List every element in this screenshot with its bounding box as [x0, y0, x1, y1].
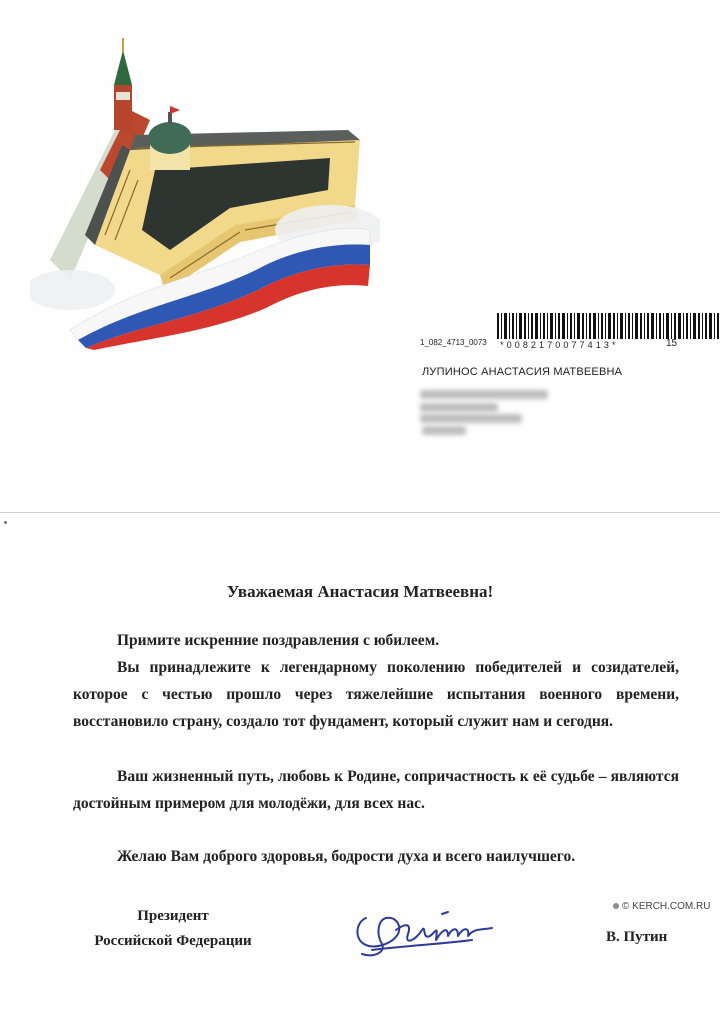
blurred-address [418, 380, 558, 440]
barcode-left-code: 1_082_4713_0073 [420, 338, 487, 347]
blurred-line [420, 390, 548, 399]
watermark-dot-icon [613, 903, 619, 909]
blurred-line [422, 426, 466, 435]
barcode-icon [497, 313, 720, 339]
salutation: Уважаемая Анастасия Матвеевна! [226, 582, 494, 601]
letter-paragraph: Желаю Вам доброго здоровья, бодрости духа и всего наилучшего. [117, 848, 576, 865]
signature-title-line: Российской Федерации [94, 933, 252, 949]
watermark-text: © KERCH.COM.RU [622, 901, 711, 912]
letter-paragraph: Примите искренние поздравления с юбилеем. [117, 632, 440, 649]
barcode-digits: *0082170077413* [500, 340, 619, 350]
blurred-line [420, 403, 498, 412]
signature-title [68, 904, 278, 954]
barcode-suffix: 15 [666, 338, 678, 349]
barcode-block [420, 313, 700, 353]
handwritten-signature-icon [352, 900, 502, 964]
signature-name: В. Путин [606, 929, 668, 945]
kremlin-senate-illustration-icon [30, 30, 380, 350]
letter-paragraph: Вы принадлежите к легендарному поколению победителей и созидателей, которое с честью прошло через тяжелейшие испытания военного времени, восстановило страну, создало тот фундамент, который служит нам и сегодня. [73, 659, 679, 730]
signature-title-line: Президент [137, 908, 209, 924]
kremlin-illustration [30, 30, 380, 350]
fold-line [0, 512, 720, 513]
corner-mark [4, 521, 7, 524]
addressee-name: ЛУПИНОС АНАСТАСИЯ МАТВЕЕВНА [422, 366, 623, 378]
watermark [613, 901, 710, 912]
letter-paragraph: Ваш жизненный путь, любовь к Родине, сопричастность к её судьбе – являются достойным примером для молодёжи, для всех нас. [73, 768, 679, 812]
blurred-line [420, 414, 522, 423]
